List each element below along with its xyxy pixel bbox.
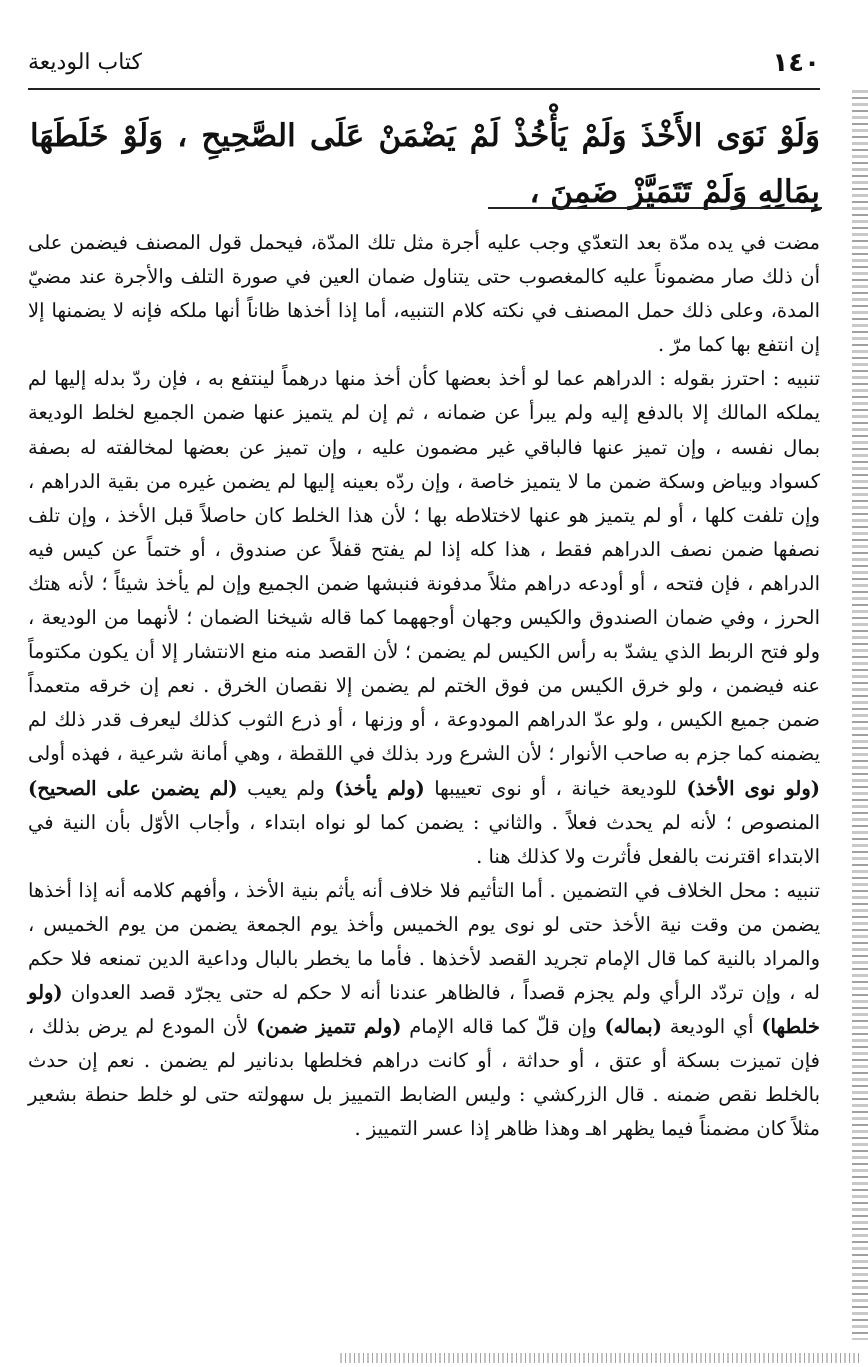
paragraph-2-text: ولم يعيب — [247, 776, 325, 800]
decorative-border — [852, 90, 868, 1340]
paragraph-3-text: أي الوديعة — [669, 1015, 754, 1039]
matn-quote: (ولم تتميز ضمن) — [256, 1015, 402, 1039]
scan-noise — [340, 1353, 860, 1363]
page-header — [28, 40, 820, 90]
matn-quote: (ولم يأخذ) — [334, 776, 425, 800]
matn-quote: (ولو خلطها) — [28, 981, 820, 1039]
matn-text: وَلَوْ نَوَى الأَخْذَ وَلَمْ يَأْخُذْ لَمْ يَضْمَنْ عَلَى الصَّحِيحِ ، وَلَوْ خَلَطَهَا بِمَالِهِ وَلَمْ تَتَمَيَّزْ ضَمِنَ ، — [30, 118, 820, 210]
matn-quote: (لم يضمن على الصحيح) — [28, 776, 238, 800]
paragraph-3-text: وإن قلّ كما قاله الإمام — [409, 1015, 597, 1039]
paragraph-2-text: تنبيه : احترز بقوله : الدراهم عما لو أخذ بعضها كأن أخذ منها درهماً لينتفع به ، فإن ردّ بدله إليها لم يملكه المالك إلا بالدفع إليه ولم يبرأ عن ضمانه ، ثم إن لم يتميز عنها ضمن الجميع لخلط الوديعة بمال نفسه ، وإن تميز عنها فالباقي غير مضمون عليه ، وإن تميز عن بعضها لمخالفته له بصفة كسواد وبياض وسكة ضمن ما لا يتميز خاصة ، وإن ردّه بعينه إليها لم يضمن غيره من بقية الدراهم ، وإن تلفت كلها ، أو لم يتميز هو عنها لاختلاطه بها ؛ لأن هذا الخلط كان حاصلاً قبل الأخذ ، وإن تلف نصفها ضمن نصف الدراهم فقط ، هذا كله إذا لم يفتح قفلاً عن صندوق ، أو ختماً عن كيس فيه الدراهم ، فإن فتحه ، أو أودعه دراهم مثلاً مدفونة فنبشها ضمن الجميع وإن لم يأخذ شيئاً ؛ لأنه هتك الحرز ، وفي ضمان الصندوق والكيس وجهان أوجههما كما قاله شيخنا الضمان ؛ لأنهما من الوديعة ، ولو فتح الربط الذي يشدّ به رأس الكيس لم يضمن ؛ لأن القصد منه منع الانتشار إلا أن يكون مكتوماً عنه فيضمن ، ولو خرق الكيس من فوق الختم لم يضمن إلا نقصان الخرق . نعم إن خرقه متعمداً ضمن جميع الكيس ، ولو عدّ الدراهم المودوعة ، أو وزنها ، أو ذرع الثوب كذلك ليعرف قدر ذلك لم يضمنه كما جزم به صاحب الأنوار ؛ لأن الشرع ورد بذلك في اللقطة ، وهي أمانة شرعية ، فهذه أولى — [28, 367, 820, 766]
paragraph-2 — [28, 362, 820, 873]
page-number: ١٤٠ — [772, 48, 820, 78]
paragraph-3 — [28, 874, 820, 1147]
paragraph-2-text: للوديعة خيانة ، أو نوى تعييبها — [434, 776, 677, 800]
commentary — [28, 226, 820, 1147]
chapter-title: كتاب الوديعة — [28, 50, 143, 75]
paragraph-3-text: لأن المودع لم يرض بذلك ، فإن تميزت بسكة أو عتق ، أو حداثة ، أو كانت دراهم فخلطها بدنانير لم يضمن . نعم إن حدث بالخلط نقص ضمنه . قال الزركشي : وليس الضابط التمييز بل سهولته حتى لو خلط حنطة بشعير مثلاً كان مضمناً فيما يظهر اهـ وهذا ظاهر إذا عسر التمييز . — [28, 1015, 820, 1141]
paragraph-3-text: تنبيه : محل الخلاف في التضمين . أما التأثيم فلا خلاف أنه يأثم بنية الأخذ ، وأفهم كلامه أنه إذا أخذها يضمن من وقت نية الأخذ حتى لو نوى يوم الخميس وأخذ يوم الجمعة يضمن من يوم الخميس ، والمراد بالنية كما قال الإمام تجريد القصد لأخذها . فأما ما يخطر بالبال وداعية الدين تمنعه فلا حكم له ، وإن تردّد الرأي ولم يجزم قصداً ، فالظاهر عندنا أنه لا حكم له حتى يجرّد قصد العدوان — [28, 878, 820, 1005]
matn-quote: (بماله) — [604, 1015, 662, 1039]
separator-line — [488, 207, 822, 209]
matn-quote: (ولو نوى الأخذ) — [686, 776, 821, 800]
paragraph-2-text: المنصوص ؛ لأنه لم يحدث فعلاً . والثاني : يضمن كما لو نواه ابتداء ، وأجاب الأوّل بأن النية في الابتداء اقترنت بالفعل فأثرت ولا كذلك هنا . — [28, 810, 820, 868]
paragraph-1: مضت في يده مدّة بعد التعدّي وجب عليه أجرة مثل تلك المدّة، فيحمل قول المصنف فيضمن على أن ذلك صار مضموناً عليه كالمغصوب حتى يتناول ضمان العين في صورة التلف والأجرة عند مضيّ المدة، وعلى ذلك حمل المصنف في نكته كلام التنبيه، أما إذا أخذها ظاناً أنها ملكه فإنه لا يضمنها إلا إن انتفع بها كما مرّ . — [28, 231, 820, 357]
